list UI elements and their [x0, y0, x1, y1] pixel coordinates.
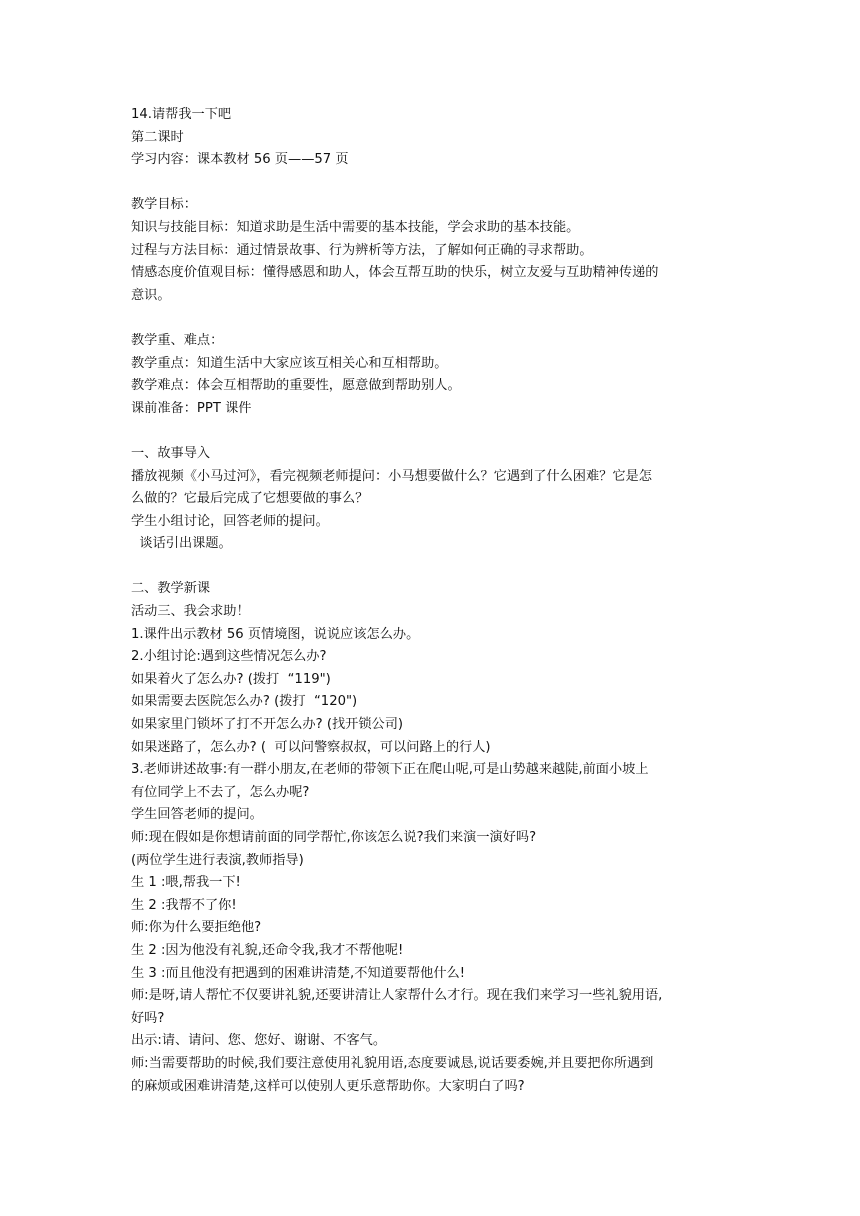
step-1: 1.课件出示教材 56 页情境图，说说应该怎么办。: [131, 626, 420, 642]
learning-content: 学习内容：课本教材 56 页——57 页: [131, 152, 349, 168]
step-2: 2.小组讨论:遇到这些情况怎么办?: [131, 649, 327, 665]
dialogue-teacher: 师:是呀,请人帮忙不仅要讲礼貌,还要讲清让人家帮什么才行。现在我们来学习一些礼貌用语,: [131, 988, 663, 1004]
case-lost: 如果迷路了，怎么办? ( 可以问警察叔叔，可以问路上的行人): [131, 739, 491, 755]
document-body: [131, 104, 731, 1098]
dialogue-teacher-cont: 好吗?: [131, 1010, 165, 1026]
case-hospital: 如果需要去医院怎么办? (拨打 “120"): [131, 694, 358, 710]
spacer: [131, 172, 731, 195]
dialogue-student-2: 生 2 :因为他没有礼貌,还命令我,我才不帮他呢!: [131, 942, 404, 958]
goal-process: 过程与方法目标：通过情景故事、行为辨析等方法，了解如何正确的寻求帮助。: [131, 242, 593, 258]
goal-emotion: 情感态度价值观目标：懂得感恩和助人，体会互帮互助的快乐，树立友爱与互助精神传递的: [131, 265, 659, 281]
difficult-point: 教学难点：体会互相帮助的重要性，愿意做到帮助别人。: [131, 378, 461, 394]
case-fire: 如果着火了怎么办? (拨打 “119"): [131, 671, 331, 687]
lesson-period: 第二课时: [131, 129, 184, 145]
goals-heading: 教学目标：: [131, 197, 197, 213]
dialogue-student-2: 生 2 :我帮不了你!: [131, 897, 237, 913]
spacer: [131, 420, 731, 443]
section-1-intro: 谈话引出课题。: [131, 536, 232, 552]
section-2-heading: 二、教学新课: [131, 581, 211, 597]
goal-knowledge: 知识与技能目标：知道求助是生活中需要的基本技能，学会求助的基本技能。: [131, 219, 580, 235]
students-answer: 学生回答老师的提问。: [131, 807, 263, 823]
section-1-paragraph-cont: 么做的？它最后完成了它想要做的事么？: [131, 491, 369, 507]
section-1-discussion: 学生小组讨论，回答老师的提问。: [131, 513, 329, 529]
spacer: [131, 307, 731, 330]
dialogue-student-1: 生 1 :喂,帮我一下!: [131, 875, 241, 891]
dialogue-teacher: 师:当需要帮助的时候,我们要注意使用礼貌用语,态度要诚恳,说话要委婉,并且要把你所遇到: [131, 1055, 654, 1071]
section-1-paragraph: 播放视频《小马过河》，看完视频老师提问：小马想要做什么？它遇到了什么困难？它是怎: [131, 468, 652, 484]
dialogue-teacher: 师:现在假如是你想请前面的同学帮忙,你该怎么说?我们来演一演好吗?: [131, 830, 537, 845]
preparation: 课前准备：PPT 课件: [131, 400, 252, 416]
dialogue-student-3: 生 3 :而且他没有把遇到的困难讲清楚,不知道要帮他什么!: [131, 965, 466, 981]
section-1-heading: 一、故事导入: [131, 445, 211, 461]
activity-title: 活动三、我会求助！: [131, 604, 250, 620]
dialogue-teacher: 师:你为什么要拒绝他?: [131, 920, 262, 936]
key-point: 教学重点：知道生活中大家应该互相关心和互相帮助。: [131, 355, 448, 371]
spacer: [131, 556, 731, 579]
polite-words: 出示:请、请问、您、您好、谢谢、不客气。: [131, 1033, 387, 1049]
step-3: 3.老师讲述故事:有一群小朋友,在老师的带领下正在爬山呢,可是山势越来越陡,前面小坡上: [131, 762, 649, 778]
case-lock: 如果家里门锁坏了打不开怎么办? (找开锁公司): [131, 717, 404, 733]
roleplay-note: (两位学生进行表演,教师指导): [131, 852, 304, 868]
dialogue-teacher-cont: 的麻烦或困难讲清楚,这样可以使别人更乐意帮助你。大家明白了吗?: [131, 1078, 525, 1094]
step-3-cont: 有位同学上不去了，怎么办呢?: [131, 784, 310, 800]
goal-emotion-cont: 意识。: [131, 287, 171, 303]
lesson-title: 14.请帮我一下吧: [131, 107, 232, 122]
key-points-heading: 教学重、难点：: [131, 332, 224, 348]
